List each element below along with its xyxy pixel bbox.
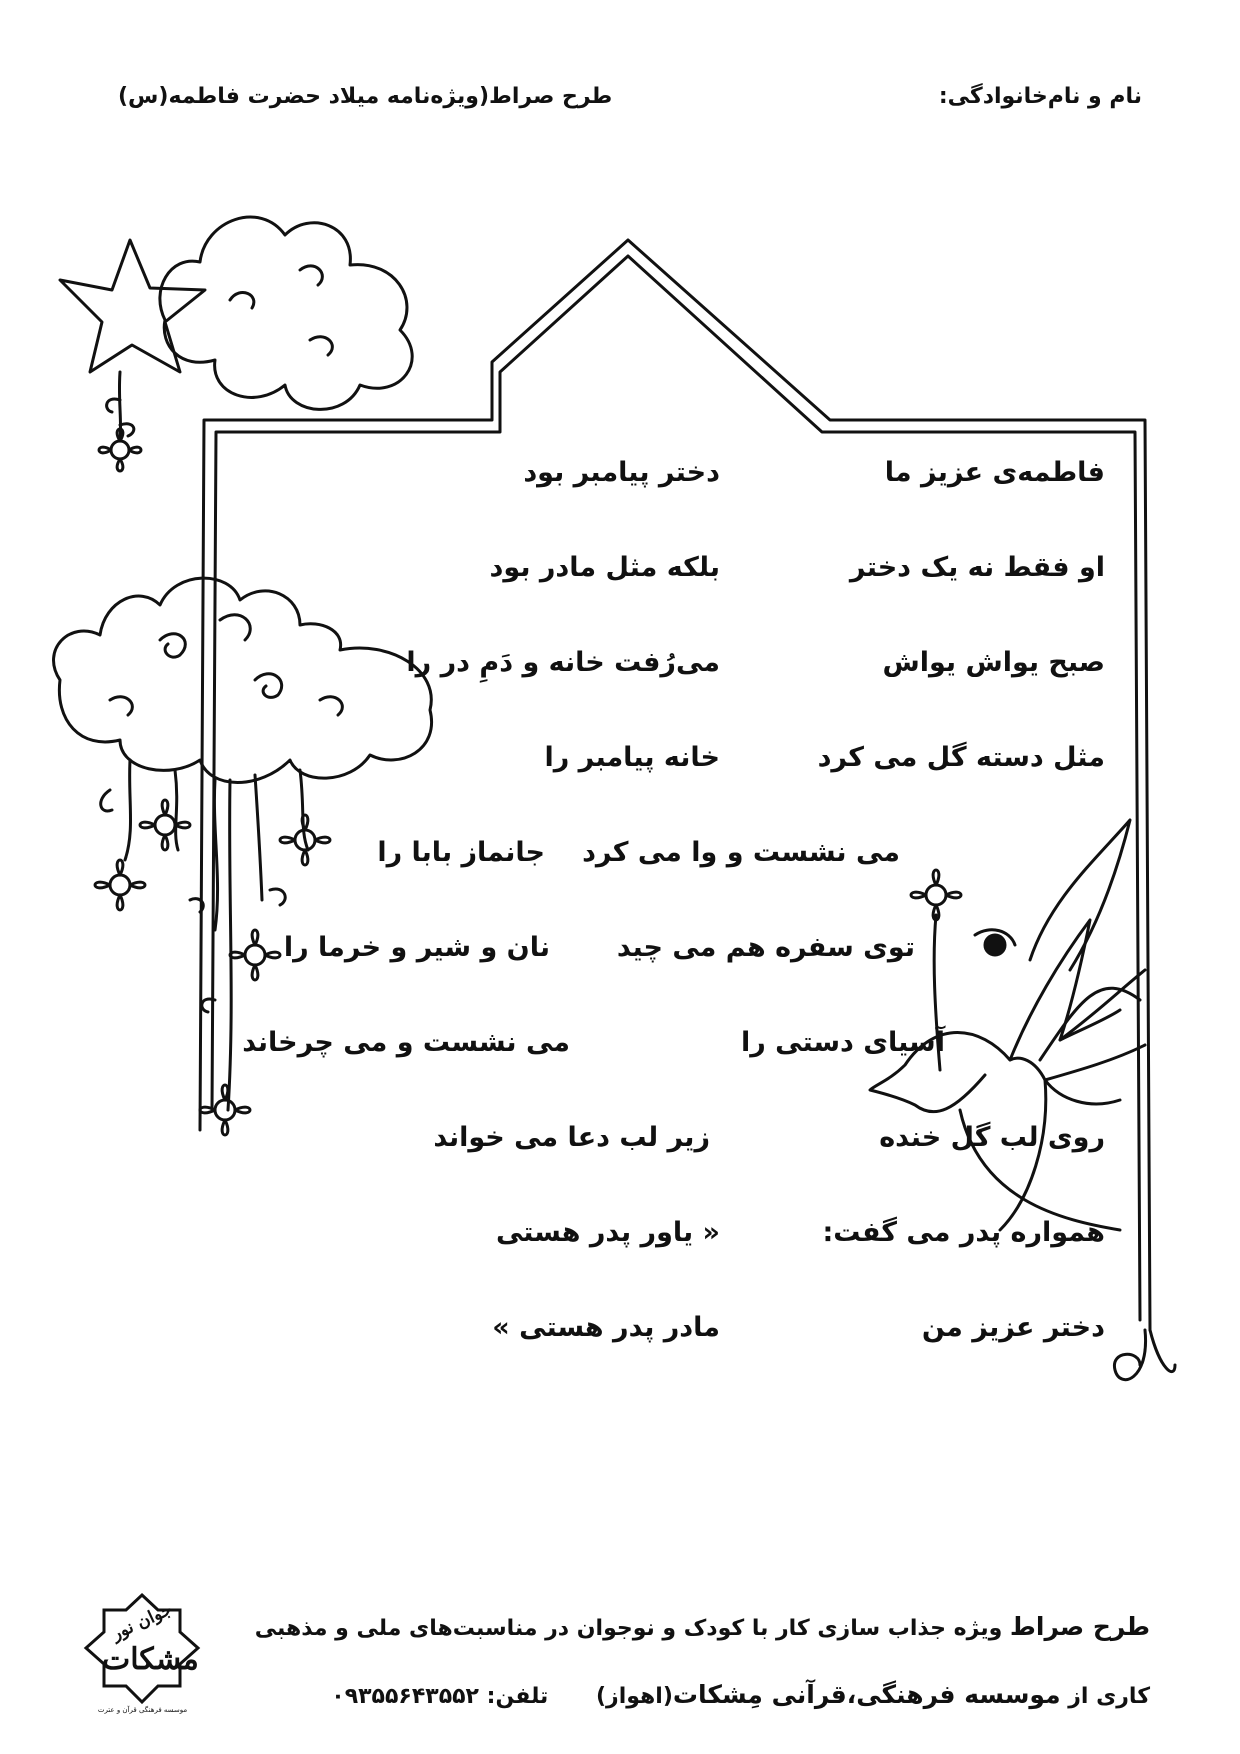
name-field-label: نام و نام‌خانوادگی: (938, 84, 1142, 109)
footer-phone: تلفن: ۰۹۳۵۵۶۴۳۵۵۲ (331, 1684, 549, 1709)
poem-line-left: خانه پیامبر را (544, 742, 720, 773)
footer-project-name: طرح صراط (1009, 1612, 1150, 1641)
poem-line-left: زیر لب دعا می خواند (433, 1122, 710, 1153)
footer-description: ویژه جذاب سازی کار با کودک و نوجوان در مناسبت‌های ملی و مذهبی (254, 1616, 1010, 1641)
footer-city: (اهواز) (596, 1684, 673, 1709)
footer-line-2 (331, 1680, 1150, 1709)
poem-line-right: دختر عزیز من (921, 1312, 1105, 1343)
poem-line-right: او فقط نه یک دختر (849, 552, 1105, 583)
flower-icon (140, 800, 190, 850)
poem-line-left: « یاور پدر هستی (495, 1217, 720, 1248)
cloud-icon (54, 578, 432, 782)
star-icon (60, 240, 205, 372)
poem-line-left: می نشست و می چرخاند (242, 1027, 570, 1058)
flower-icon (95, 860, 145, 910)
poem-line-right: فاطمه‌ی عزیز ما (884, 457, 1105, 488)
poem-line-left: می‌رُفت خانه و دَمِ در را (406, 647, 720, 678)
cloud-icon (160, 217, 412, 409)
footer-line-1 (255, 1612, 1150, 1641)
logo-top-text: جوان نور (108, 1599, 176, 1645)
footer-organization: موسسه فرهنگی،قرآنی مِشکات (672, 1680, 1061, 1709)
page-title: طرح صراط(ویژه‌نامه میلاد حضرت فاطمه(س) (118, 84, 613, 109)
poem-line-right: آسیای دستی را (740, 1027, 945, 1058)
poem-line-left: جانماز بابا را (377, 837, 545, 868)
poem-line-left: نان و شیر و خرما را (283, 932, 550, 963)
poem-line-left: دختر پیامبر بود (523, 457, 720, 488)
poem-line-right: صبح یواش یواش (882, 647, 1105, 678)
flower-icon (230, 930, 280, 980)
logo-main-text: مشکات (102, 1642, 199, 1677)
poem-line-left: مادر پدر هستی » (492, 1312, 720, 1343)
flower-icon (200, 1085, 250, 1135)
poem-line-right: می نشست و وا می کرد (582, 837, 900, 868)
footer-credit-prefix: کاری از (1060, 1684, 1150, 1709)
poem-line-right: روی لب گل خنده (879, 1122, 1105, 1153)
poem-line-right: توی سفره هم می چید (616, 932, 915, 963)
logo-caption: موسسه فرهنگی قرآن و عترت (97, 1706, 188, 1714)
poem-line-left: بلکه مثل مادر بود (489, 552, 720, 583)
poem-line-right: مثل دسته گل می کرد (817, 742, 1105, 773)
poem-line-right: همواره پدر می گفت: (822, 1217, 1105, 1248)
flower-icon (911, 870, 961, 920)
mishkat-logo (80, 1590, 205, 1720)
